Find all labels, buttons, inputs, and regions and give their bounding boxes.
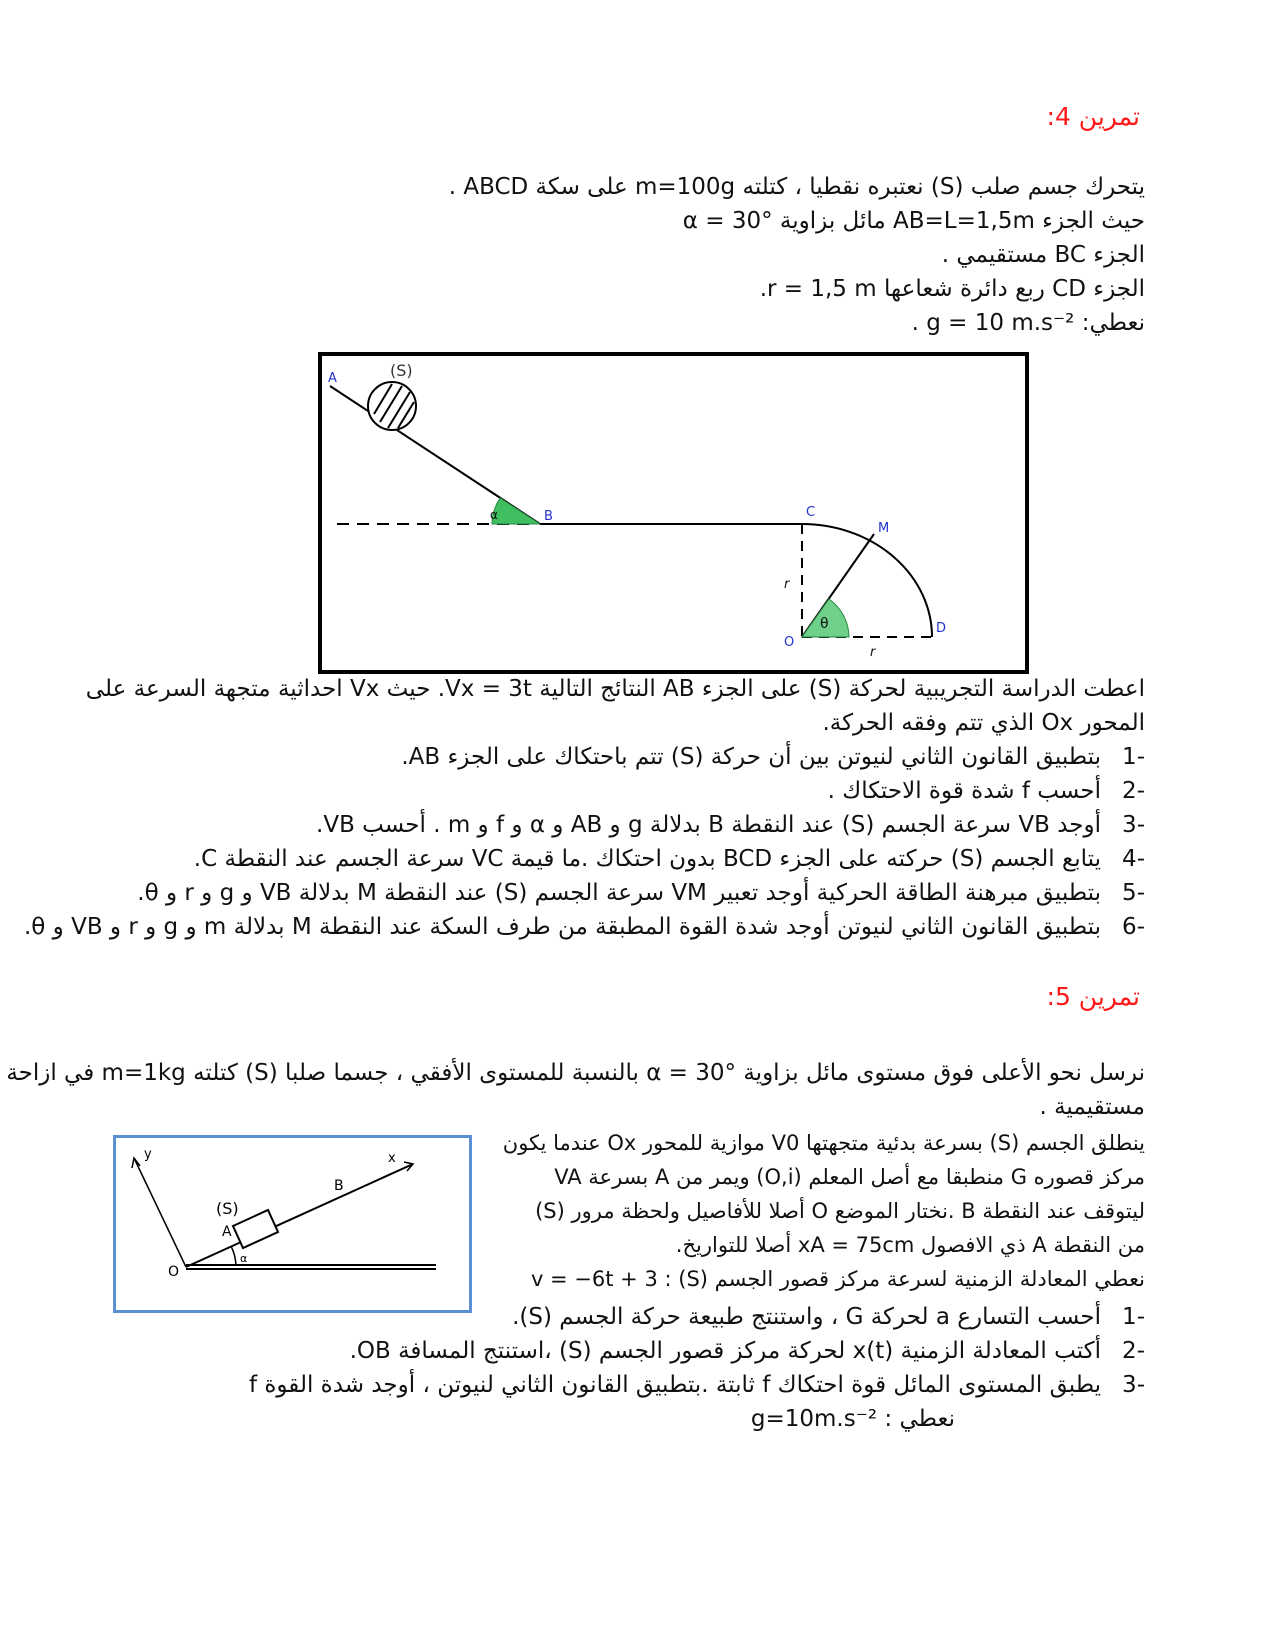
- label-s: (S): [390, 361, 413, 380]
- question-item: [24, 876, 1145, 910]
- text-line: اعطت الدراسة التجريبية لحركة (S) على الجزء AB النتائج التالية Vx = 3t. حيث Vx احداثية متجهة السرعة على: [85, 676, 1145, 702]
- question-item: [24, 910, 1145, 944]
- question-text: أحسب f شدة قوة الاحتكاك .: [827, 778, 1101, 804]
- block-s: [233, 1210, 278, 1248]
- question-text: أكتب المعادلة الزمنية x(t) لحركة مركز قصور الجسم (S) ،استنتج المسافة OB.: [349, 1338, 1101, 1364]
- question-number: -3: [1122, 1372, 1145, 1398]
- question-number: -2: [1122, 1338, 1145, 1364]
- exercise-5-questions: [249, 1300, 1145, 1436]
- label-r-vertical: r: [784, 577, 790, 592]
- question-number: -1: [1122, 1304, 1145, 1330]
- intro-line: نرسل نحو الأعلى فوق مستوى مائل بزاوية α = 30° بالنسبة للمستوى الأفقي ، جسما صلبا (S) كتلته m=1kg في ازاحة: [6, 1060, 1145, 1086]
- label-b: B: [334, 1178, 344, 1194]
- label-alpha: α: [240, 1252, 248, 1265]
- question-item: [249, 1300, 1145, 1334]
- question-text: يتابع الجسم (S) حركته على الجزء BCD بدون احتكاك .ما قيمة VC سرعة الجسم عند النقطة C.: [193, 846, 1101, 872]
- label-b: B: [544, 509, 553, 524]
- question-item: [24, 808, 1145, 842]
- question-number: -3: [1122, 812, 1145, 838]
- exercise-5-title: تمرين 5:: [1046, 982, 1140, 1011]
- label-x: x: [388, 1151, 396, 1166]
- text-line: المحور Ox الذي تتم وفقه الحركة.: [822, 710, 1145, 736]
- question-item: [24, 740, 1145, 774]
- label-s: (S): [216, 1199, 239, 1218]
- intro-line: نعطي: g = 10 m.s⁻² .: [911, 310, 1145, 336]
- exercise-5-intro: [6, 1056, 1145, 1124]
- question-text: بتطبيق القانون الثاني لنيوتن بين أن حركة (S) تتم باحتكاك على الجزء AB.: [401, 744, 1101, 770]
- side-line: نعطي المعادلة الزمنية لسرعة مركز قصور الجسم (S) : v = −6t + 3: [530, 1267, 1145, 1291]
- question-number: -2: [1122, 778, 1145, 804]
- exercise-5-side-text: [503, 1126, 1145, 1296]
- question-number: -4: [1122, 846, 1145, 872]
- label-c: C: [806, 505, 816, 520]
- side-line: من النقطة A ذي الافصول xA = 75cm أصلا للتواريخ.: [675, 1233, 1145, 1257]
- question-text: أحسب التسارع a لحركة G ، واستنتج طبيعة حركة الجسم (S).: [512, 1304, 1101, 1330]
- question-text: يطبق المستوى المائل قوة احتكاك f ثابتة .بتطبيق القانون الثاني لنيوتن ، أوجد شدة القوة f: [248, 1372, 1101, 1398]
- intro-line: يتحرك جسم صلب (S) نعتبره نقطيا ، كتلته m=100g على سكة ABCD .: [448, 174, 1145, 200]
- exercise-4-text: [86, 672, 1145, 740]
- label-alpha: α: [490, 508, 498, 522]
- question-item: [249, 1368, 1145, 1402]
- label-theta: θ: [820, 616, 829, 632]
- incline-figure: [113, 1135, 472, 1313]
- alpha-angle: [492, 498, 540, 524]
- question-number: -6: [1122, 914, 1145, 940]
- exercise-4-questions: [24, 740, 1145, 944]
- side-line: ينطلق الجسم (S) بسرعة بدئية متجهتها V0 موازية للمحور Ox عندما يكون: [502, 1131, 1145, 1155]
- question-text: بتطبيق القانون الثاني لنيوتن أوجد شدة القوة المطبقة من طرف السكة عند النقطة M بدلالة m و g و r و VB و θ.: [23, 914, 1101, 940]
- intro-line: مستقيمية .: [1039, 1094, 1145, 1120]
- question-item: [24, 842, 1145, 876]
- question-text: أوجد VB سرعة الجسم (S) عند النقطة B بدلالة g و AB و α و f و m . أحسب VB.: [316, 812, 1101, 838]
- y-axis: [134, 1158, 186, 1267]
- given-line: نعطي : g=10m.s⁻²: [750, 1406, 955, 1432]
- intro-line: حيث الجزء AB=L=1,5m مائل بزاوية α = 30°: [682, 208, 1145, 234]
- label-d: D: [936, 621, 947, 636]
- question-item: [24, 774, 1145, 808]
- label-a: A: [222, 1224, 232, 1240]
- track-diagram: [322, 356, 1025, 670]
- label-a: A: [328, 371, 337, 386]
- side-line: مركز قصوره G منطبقا مع أصل المعلم (O,i) ويمر من A بسرعة VA: [554, 1165, 1145, 1189]
- label-o: O: [784, 635, 795, 650]
- label-y: y: [144, 1147, 152, 1162]
- question-text: بتطبيق مبرهنة الطاقة الحركية أوجد تعبير VM سرعة الجسم (S) عند النقطة M بدلالة VB و g و r و θ.: [137, 880, 1101, 906]
- side-line: ليتوقف عند النقطة B .نختار الموضع O أصلا للأفاصيل ولحظة مرور (S): [535, 1199, 1145, 1223]
- question-item: [249, 1334, 1145, 1368]
- intro-line: الجزء BC مستقيمي .: [941, 242, 1145, 268]
- label-o: O: [168, 1264, 180, 1280]
- question-number: -5: [1122, 880, 1145, 906]
- intro-line: الجزء CD ربع دائرة شعاعها r = 1,5 m.: [759, 276, 1145, 302]
- track-figure: [318, 352, 1029, 674]
- label-r-horizontal: r: [870, 645, 876, 660]
- exercise-4-title: تمرين 4:: [1046, 102, 1140, 131]
- incline-diagram: [116, 1138, 469, 1310]
- exercise-4-intro: [449, 170, 1145, 340]
- question-number: -1: [1122, 744, 1145, 770]
- label-m: M: [878, 521, 890, 536]
